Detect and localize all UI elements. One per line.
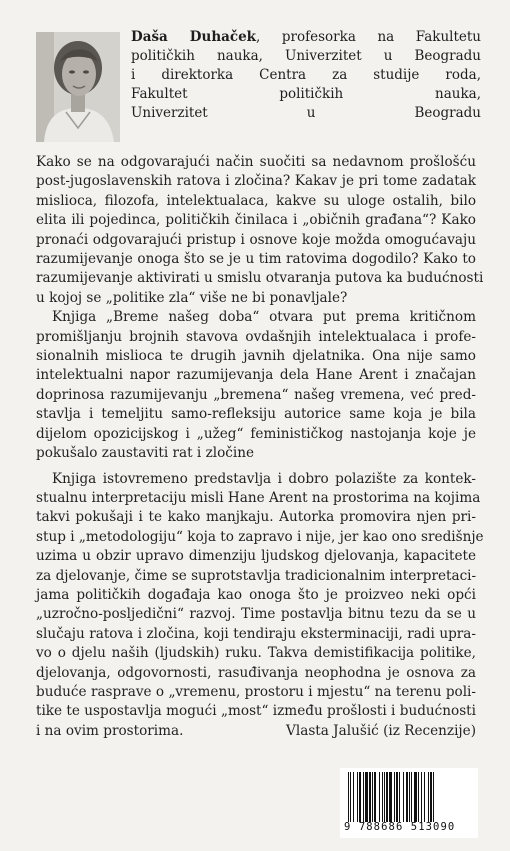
barcode-bar <box>424 772 425 822</box>
barcode-bar <box>386 772 388 822</box>
text-line: promišljanju brojnih stavova ovdašnjih intelektualaca i profe- <box>36 328 476 345</box>
text-line: dijelom opozicijskog i „užeg“ feminističkog nastojanja koje je <box>36 425 476 442</box>
bio-line-2: političkih nauka, Univerzitet u Beogradu <box>131 48 481 64</box>
barcode-bar <box>409 772 410 822</box>
barcode-bar <box>369 772 371 822</box>
barcode-bar <box>384 772 385 822</box>
review-attribution: Vlasta Jalušić (iz Recenzije) <box>286 722 476 739</box>
text-line: pronaći odgovarajući pristup i osnove koje možda omogućavaju <box>36 231 476 248</box>
paragraph-3 <box>36 470 484 742</box>
barcode-bar <box>348 772 349 822</box>
barcode-bar <box>382 772 383 822</box>
text-line: vo o djelu naših (ljudskih) ruku. Takva demistifikacija politike, <box>36 645 476 662</box>
text-line: tike te uspostavlja mogući „most“ između prošlosti i budućnosti <box>36 703 476 720</box>
bio-line-3: i direktorka Centra za studije roda, <box>131 67 481 83</box>
text-line: Knjiga „Breme našeg doba“ otvara put prema kritičnom <box>52 309 476 326</box>
barcode-bar <box>350 772 351 822</box>
barcode-bar <box>403 772 404 822</box>
text-line: slučaju ratova i zločina, koji tendiraju eksterminaciji, radi upra- <box>36 625 476 642</box>
closing-line <box>36 722 476 741</box>
barcode-bar <box>396 772 398 822</box>
text-line: sionalnih mislioca te drugih javnih djelatnika. Ona nije samo <box>36 348 476 365</box>
isbn-barcode <box>340 768 478 838</box>
barcode-bar <box>357 772 358 822</box>
barcode-bar <box>406 772 408 822</box>
blurb-text <box>36 153 484 741</box>
barcode-bar <box>359 772 361 822</box>
text-line: razumijevanje aktivirati u smislu otvaranja putova ka budućnosti <box>36 270 484 287</box>
text-line: stualnu interpretaciju misli Hane Arent na prostorima na kojima <box>36 489 481 506</box>
bio-line-1 <box>131 28 481 47</box>
text-line: pokušalo zaustaviti rat i zločine <box>36 445 255 462</box>
text-line: Kako se na odgovarajući način suočiti sa nedavnom prošlošću <box>36 154 476 170</box>
bio-line-5: Univerzitet u Beogradu <box>131 105 481 121</box>
barcode-bar <box>379 772 380 822</box>
barcode-bar <box>374 772 376 822</box>
barcode-bar <box>372 772 373 822</box>
text-line: u kojoj se „politike zla“ više ne bi ponavljale? <box>36 289 348 306</box>
text-line: za djelovanje, čime se suprotstavlja tradicionalnim interpretaci- <box>36 567 477 584</box>
barcode-bar <box>433 772 434 822</box>
text-line: „uzročno-posljedični“ razvoj. Time postavlja bitnu tezu da se u <box>36 606 476 623</box>
barcode-bars <box>348 772 470 822</box>
barcode-bar <box>399 772 400 822</box>
text-line: stup i „metodologiju“ koja to zapravo i nije, jer kao ono središnje <box>36 528 484 545</box>
barcode-bar <box>414 772 417 822</box>
isbn-number: 9 788686 513090 <box>344 821 456 833</box>
barcode-bar <box>394 772 395 822</box>
barcode-bar <box>363 772 364 822</box>
text-line: elita ili pojedinca, političkih činilaca i „običnih građana“? Kako <box>36 212 476 229</box>
paragraph-2 <box>36 308 476 463</box>
closing-text: i na ovim prostorima. <box>36 722 184 739</box>
text-line: uzima u obzir upravo dimenziju ljudskog djelovanja, kapacitete <box>36 548 476 565</box>
text-line: razumijevanje onoga što se je u tim ratovima dogodilo? Kako to <box>36 251 476 268</box>
barcode-bar <box>365 772 368 822</box>
text-line: stavlja i temeljitu samo-refleksiju autorice same koja je bila <box>36 406 476 423</box>
bio-line-1-text: , profesorka na Fakultetu <box>256 29 481 45</box>
barcode-bar <box>389 772 392 822</box>
text-line: Knjiga istovremeno predstavlja i dobro polazište za kontek- <box>52 470 476 487</box>
text-line: takvi pokušaji i te kako manjkaju. Autorka promovira njen pri- <box>36 509 476 526</box>
text-line: intelektualni napor razumijevanja dela Hane Arent i značajan <box>36 367 476 384</box>
barcode-bar <box>411 772 412 822</box>
barcode-bar <box>418 772 419 822</box>
text-line: doprinosa razumijevanju „bremena“ našeg vremena, već pred- <box>36 386 476 403</box>
bio-line-4: Fakultet političkih nauka, <box>131 86 481 102</box>
text-line: djelovanja, odgovornosti, rasuđivanja neophodna je osnova za <box>36 664 476 681</box>
author-bio <box>131 28 481 123</box>
paragraph-1 <box>36 153 484 308</box>
text-line: buduće rasprave o „vremenu, prostoru i mjestu“ na terenu poli- <box>36 683 476 700</box>
author-photo <box>36 32 120 142</box>
text-line: jama političkih događaja kao onoga što je proizveo neki opći <box>36 586 476 603</box>
text-line: post-jugoslavenskih ratova i zločina? Kakav je pri tome zadatak <box>36 173 476 190</box>
text-line: mislioca, filozofa, intelektualaca, kakve su uloge ostalih, bilo <box>36 192 476 209</box>
barcode-bar <box>430 772 432 822</box>
author-name: Daša Duhaček <box>131 29 257 45</box>
barcode-bar <box>428 772 429 822</box>
barcode-bar <box>421 772 422 822</box>
barcode-bar <box>353 772 354 822</box>
